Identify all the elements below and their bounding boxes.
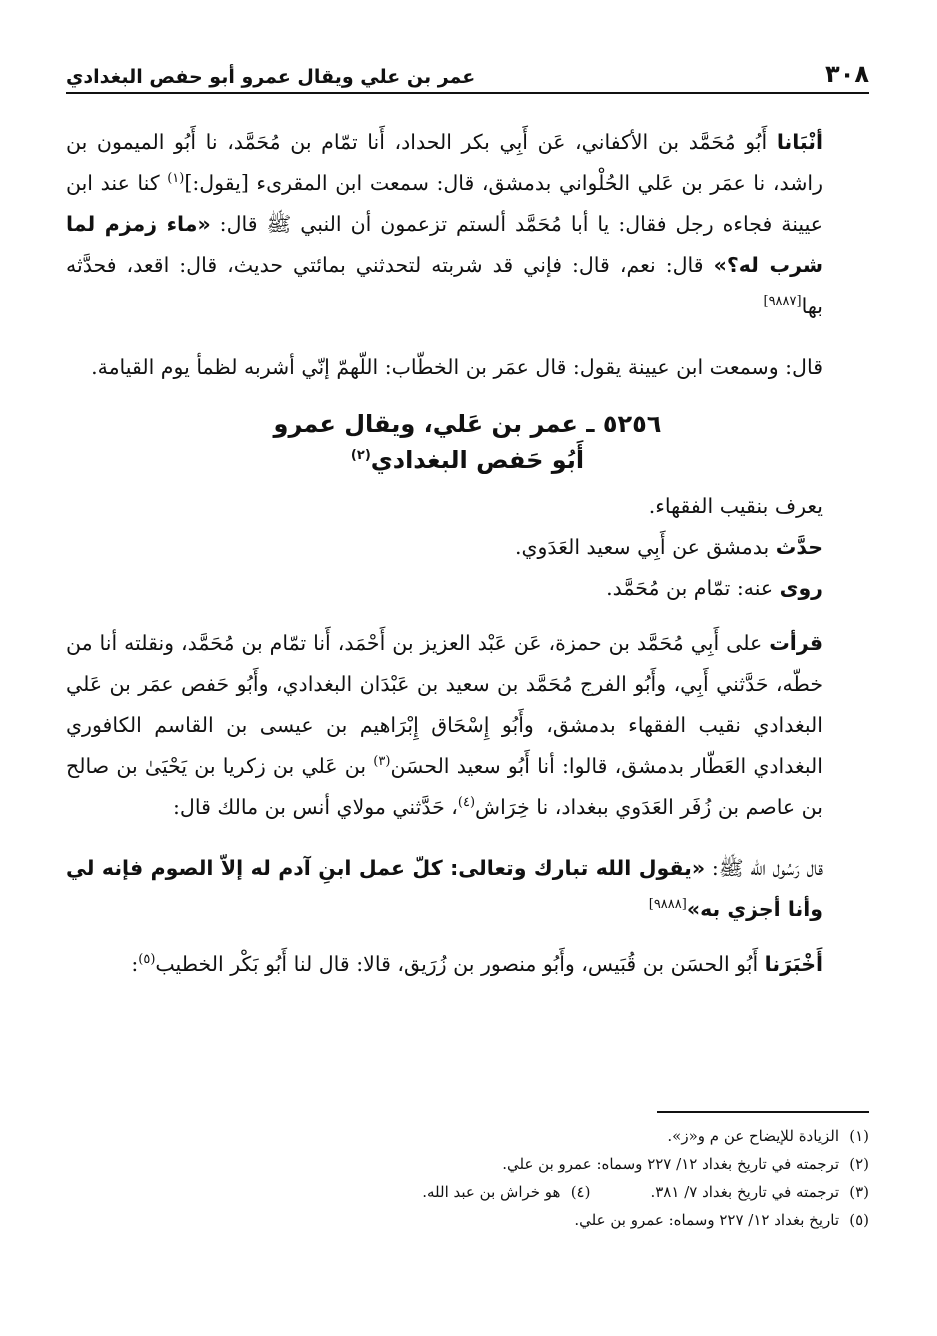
footnote-ref-3: (٣) [373,754,391,770]
paragraph-8-end: : [131,952,139,976]
paragraph-5-text: عنه: تمّام بن مُحَمَّد. [606,576,780,600]
paragraph-6 [66,623,869,828]
entry-title [66,406,869,478]
hadith-number-9888: [٩٨٨٨] [648,897,687,913]
paragraph-5 [66,568,869,609]
hadith-quote-2: «يقول الله تبارك وتعالى: كلّ عمل ابنِ آدم له إلاّ الصوم فإنه لي وأنا أجزي به» [66,856,823,921]
footnote-ref-5: (٥) [138,952,156,968]
entry-title-line-2: أَبُو حَفص البغدادي [370,446,585,474]
paragraph-6-lead: قرأت [769,631,823,655]
footnote-1 [66,1122,869,1150]
paragraph-4-text: بدمشق عن أَبِي سعيد العَدَوي. [514,535,776,559]
paragraph-1-text: أَبُو مُحَمَّد بن الأكفاني، عَن أَبِي بكر الحداد، أَنا تمّام بن مُحَمَّد، نا أَبُو الميمون بن راشد، نا عمَر بن عَلي الحُلْواني بدمشق، قال: سمعت ابن المقرىء [يقول:] [66,130,823,195]
paragraph-4 [66,527,869,568]
footnote-number: (٥) [849,1211,869,1229]
paragraph-2: قال: وسمعت ابن عيينة يقول: قال عمَر بن الخطّاب: اللّهمّ إنّي أشربه لظمأ يوم القيامة. [91,355,823,379]
hadith-number-9887: [٩٨٨٧] [763,294,802,310]
paragraph-3: يعرف بنقيب الفقهاء. [648,494,823,518]
paragraph-7 [66,848,869,930]
footnote-number: (٤) [570,1183,591,1201]
footnote-2 [66,1150,869,1178]
footnote-5 [66,1206,869,1234]
paragraph-5-lead: روى [779,576,823,600]
footnotes [66,1122,869,1234]
footnote-text: هو خراش بن عبد الله. [422,1183,561,1201]
footnote-text: ترجمته في تاريخ بغداد ١٢/ ٢٢٧ وسماه: عمرو بن علي. [502,1155,839,1173]
footnote-number: (٣) [849,1183,869,1201]
paragraph-6-text-3: ، حَدَّثني مولاي أنس بن مالك قال: [173,795,458,819]
paragraph-8-lead: أَخْبَرَنا [764,952,823,976]
paragraph-6-text: على أَبِي مُحَمَّد بن حمزة، عَن عَبْد العزيز بن أَحْمَد، أَنا تمّام بن مُحَمَّد، ونقلته أنا من خطّه، حَدَّثني أَبِي، وأَبُو الفرج مُحَمَّد بن سعيد بن عَبْدَان البغدادي، وأَبُو حَفص عمَر بن عَلي البغدادي نقيب الفقهاء بدمشق، وأَبُو إِسْحَاق إِبْرَاهيم بن عيسى بن القاسم الكافوري البغدادي العَطّار بدمشق، قالوا: أنا أَبُو سعيد الحسَن [66,631,823,778]
footnote-text: تاريخ بغداد ١٢/ ٢٢٧ وسماه: عمرو بن علي. [574,1211,839,1229]
footnote-ref-4: (٤) [457,795,476,811]
paragraph-8 [66,944,869,985]
running-head [66,56,869,94]
page-number: ٣٠٨ [825,60,869,88]
main-text [66,122,869,985]
paragraph-4-lead: حدَّث [775,535,823,559]
paragraph-1-text-2: كنا عند ابن عيينة فجاءه رجل فقال: يا أبا مُحَمَّد ألستم تزعمون أن النبي ﷺ قال: [66,171,823,236]
footnote-ref-1: (١) [167,171,185,187]
paragraph-7-text: قال رَسُول الله ﷺ: [705,856,823,880]
footnote-number: (٢) [849,1155,869,1173]
paragraph-1 [66,122,869,327]
paragraph-8-text: أَبُو الحسَن بن قُبَيس، وأَبُو منصور بن زُرَيق، قالا: قال لنا أَبُو بَكْر الخطيب [155,952,765,976]
paragraph-1-text-3: قال: نعم، قال: فإني قد شربته لتحدثني بمائتي حديث، قال: اقعد، فحدَّثه بها [66,253,823,318]
footnote-3 [66,1178,869,1206]
footnote-number: (١) [849,1127,869,1145]
paragraph-6-text-2: بن عَلي بن زكريا بن يَحْيَىٰ بن صالح بن عاصم بن زُفَر العَدَوي ببغداد، نا خِرَاش [66,754,823,819]
footnote-separator [657,1111,869,1113]
entry-title-line-1: ٥٢٥٦ ـ عمر بن عَلي، ويقال عمرو [273,410,662,438]
running-title: عمر بن علي ويقال عمرو أبو حفص البغدادي [66,66,476,88]
hadith-quote-1: «ماء زمزم لما شرب له؟» [66,212,823,277]
footnote-ref-2: (٢) [350,448,371,463]
footnote-text: ترجمته في تاريخ بغداد ٧/ ٣٨١. [650,1183,839,1201]
footnote-text: الزيادة للإيضاح عن م و«ز». [667,1127,839,1145]
paragraph-1-lead: أنْبَانا [776,130,823,154]
